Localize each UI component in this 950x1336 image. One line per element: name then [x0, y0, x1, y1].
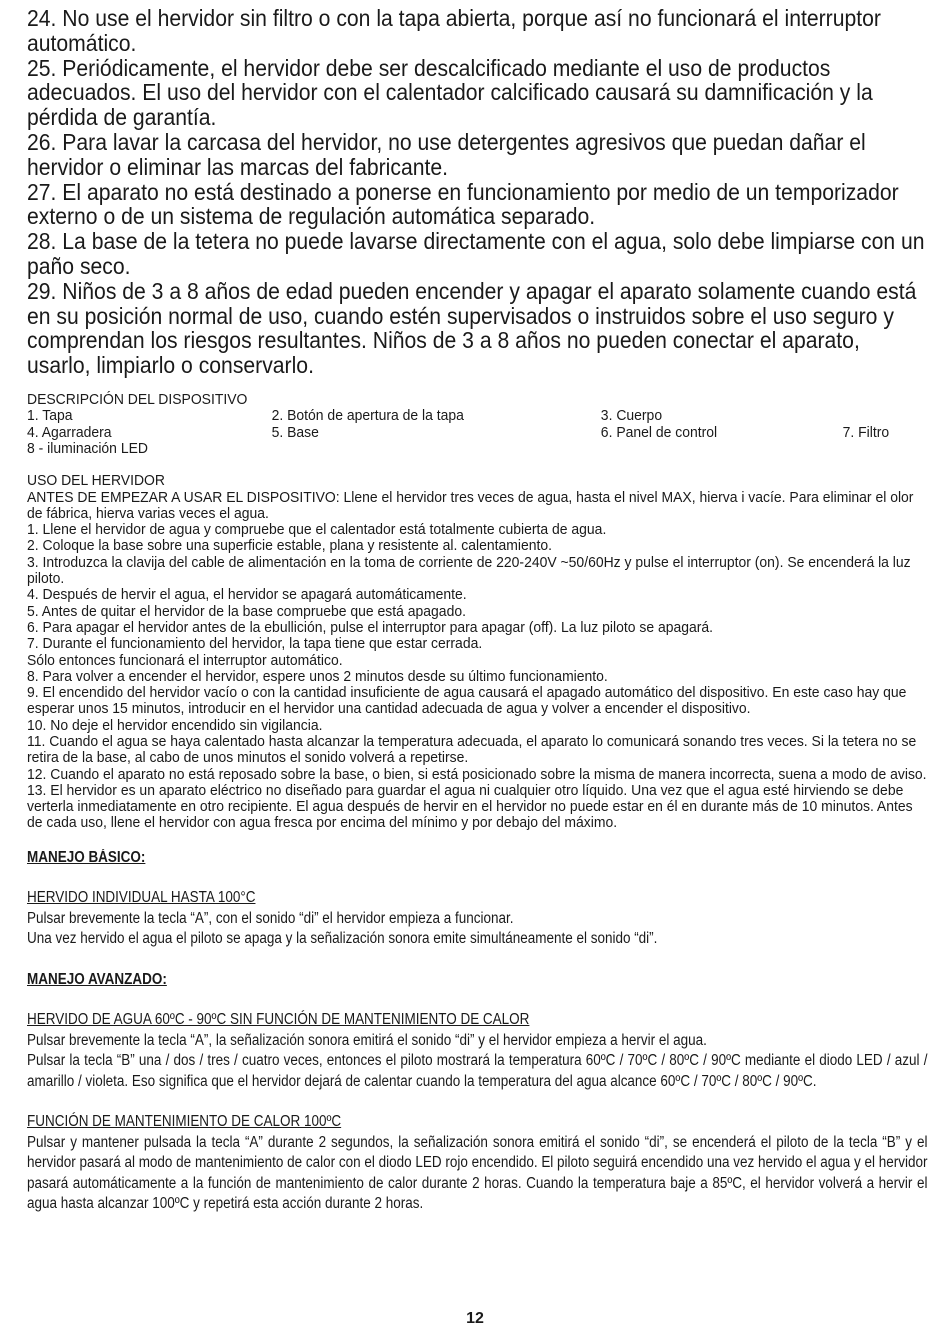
- part-item: 7. Filtro: [842, 423, 890, 441]
- basic-subheading: HERVIDO INDIVIDUAL HASTA 100°C: [27, 889, 256, 907]
- basic-heading: MANEJO BÁSICO:: [27, 848, 146, 866]
- usage-line: 1. Llene el hervidor de agua y compruebe que el calentador está totalmente cubierta de agua.: [27, 521, 607, 539]
- usage-line: 7. Durante el funcionamiento del hervidor, la tapa tiene que estar cerrada.: [27, 635, 483, 653]
- list-item: 26. Para lavar la carcasa del hervidor, no use detergentes agresivos que puedan dañar el hervidor o eliminar las marcas del fabricante.: [27, 128, 866, 180]
- usage-line: 5. Antes de quitar el hervidor de la base compruebe que está apagado.: [27, 602, 466, 620]
- usage-line: ANTES DE EMPEZAR A USAR EL DISPOSITIVO: Llene el hervidor tres veces de agua, hasta el nivel MAX, hierva i vacíe. Para eliminar el olor de fábrica, hierva varias veces el agua.: [27, 488, 914, 522]
- part-item: 5. Base: [271, 423, 319, 441]
- usage-line: 8. Para volver a encender el hervidor, espere unos 2 minutos desde su último funcionamiento.: [27, 667, 608, 685]
- usage-line: 11. Cuando el agua se haya calentado hasta alcanzar la temperatura adecuada, el aparato lo comunicará sonando tres veces. Si la tetera no se retira de la base, al cabo de unos minutos el sonido volverá a repetirse.: [27, 733, 917, 767]
- list-item: 28. La base de la tetera no puede lavarse directamente con el agua, solo debe limpiarse con un paño seco.: [27, 228, 925, 279]
- device-description: [27, 392, 927, 832]
- usage-line: 13. El hervidor es un aparato eléctrico no diseñado para guardar el agua ni cualquier otro líquido. Una vez que el agua esté hirviendo se debe verterla inmediatamente en otro recipiente. El agua después de hervir en el hervidor no puede estar en él en durante más de 10 minutos. Antes de cada uso, llene el hervidor con agua fresca por encima del mínimo y por debajo del máximo.: [27, 781, 913, 832]
- usage-line: Sólo entonces funcionará el interruptor automático.: [27, 651, 343, 669]
- part-item: 3. Cuerpo: [600, 407, 663, 425]
- usage-line: 4. Después de hervir el agua, el hervidor se apagará automáticamente.: [27, 586, 467, 604]
- operation-section: [27, 848, 927, 1215]
- list-item: 27. El aparato no está destinado a ponerse en funcionamiento por medio de un temporizador externo o de un sistema de regulación automática separado.: [27, 178, 899, 230]
- part-item: 2. Botón de apertura de la tapa: [271, 407, 464, 425]
- part-item: 4. Agarradera: [27, 423, 112, 441]
- basic-line: Una vez hervido el agua el piloto se apaga y la señalización sonora emite simultáneamente el sonido “di”.: [27, 930, 658, 948]
- usage-line: 10. No deje el hervidor encendido sin vigilancia.: [27, 716, 323, 734]
- list-item: 29. Niños de 3 a 8 años de edad pueden encender y apagar el aparato solamente cuando está en su posición normal de uso, cuando estén supervisados o instruidos sobre el uso seguro y comprendan los riesgos resultantes. Niños de 3 a 8 años no pueden conectar el aparato, usarlo, limpiarlo o conservarlo.: [27, 277, 917, 379]
- safety-items: [27, 6, 927, 378]
- usage-line: 9. El encendido del hervidor vacío o con la cantidad insuficiente de agua causará el apagado automático del dispositivo. En este caso hay que esperar unos 15 minutos, introducir en el hervidor una cantidad adecuada de agua y volver a encender el dispositivo.: [27, 684, 907, 718]
- list-item: 25. Periódicamente, el hervidor debe ser descalcificado mediante el uso de productos adecuados. El uso del hervidor con el calentador calcificado causará su damnificación y la pérdida de garantía.: [27, 54, 873, 131]
- section-heading: DESCRIPCIÓN DEL DISPOSITIVO: [27, 390, 248, 408]
- usage-line: 6. Para apagar el hervidor antes de la ebullición, pulse el interruptor para apagar (off). La luz piloto se apagará.: [27, 618, 714, 636]
- manual-page: [27, 6, 927, 1215]
- advanced-line: Pulsar brevemente la tecla “A”, la señalización sonora emitirá el sonido “di” y el hervidor empieza a hervir el agua.: [27, 1031, 707, 1049]
- part-item: 6. Panel de control: [600, 423, 718, 441]
- page-number: 12: [466, 1310, 484, 1327]
- parts-list: [27, 408, 927, 457]
- part-item: 1. Tapa: [27, 407, 73, 425]
- usage-line: 2. Coloque la base sobre una superficie estable, plana y resistente al. calentamiento.: [27, 537, 552, 555]
- usage-line: 12. Cuando el aparato no está reposado sobre la base, o bien, si está posicionado sobre la misma de manera incorrecta, suena a modo de aviso.: [27, 765, 927, 783]
- usage-line: 3. Introduzca la clavija del cable de alimentación en la toma de corriente de 220-240V ~50/60Hz y pulse el interruptor (on). Se encenderá la luz piloto.: [27, 553, 911, 588]
- basic-line: Pulsar brevemente la tecla “A”, con el sonido “di” el hervidor empieza a funcionar.: [27, 909, 514, 927]
- advanced-subheading-2: FUNCIÓN DE MANTENIMIENTO DE CALOR 100ºC: [27, 1113, 342, 1131]
- advanced-line: Pulsar la tecla “B” una / dos / tres / cuatro veces, entonces el piloto mostrará la temperatura 60ºC / 70ºC / 80ºC / 90ºC mediante el diodo LED / azul / amarillo / violeta. Eso significa que el hervidor dejará de calentar cuando la temperatura del agua alcance 60ºC / 70ºC / 80ºC / 90ºC.: [27, 1052, 928, 1090]
- part-item: 8 - iluminación LED: [27, 439, 148, 457]
- section-heading: USO DEL HERVIDOR: [27, 472, 165, 490]
- advanced-subheading-1: HERVIDO DE AGUA 60ºC - 90ºC SIN FUNCIÓN DE MANTENIMIENTO DE CALOR: [27, 1011, 530, 1029]
- advanced-heading: MANEJO AVANZADO:: [27, 970, 167, 988]
- list-item: 24. No use el hervidor sin filtro o con la tapa abierta, porque así no funcionará el interruptor automático.: [27, 5, 881, 56]
- advanced-line: Pulsar y mantener pulsada la tecla “A” durante 2 segundos, la señalización sonora emitirá el sonido “di”, se encenderá el piloto de la tecla “B” y el hervidor pasará al modo de mantenimiento de calor con el diodo LED rojo encendido. El piloto seguirá encendido una vez hervido el agua y el hervidor pasará automáticamente a la función de mantenimiento de calor durante 2 horas. Cuando la temperatura baje a 85ºC, el hervidor volverá a hervir el agua hasta alcanzar 100ºC y repetirá esta acción durante 2 horas.: [27, 1133, 928, 1213]
